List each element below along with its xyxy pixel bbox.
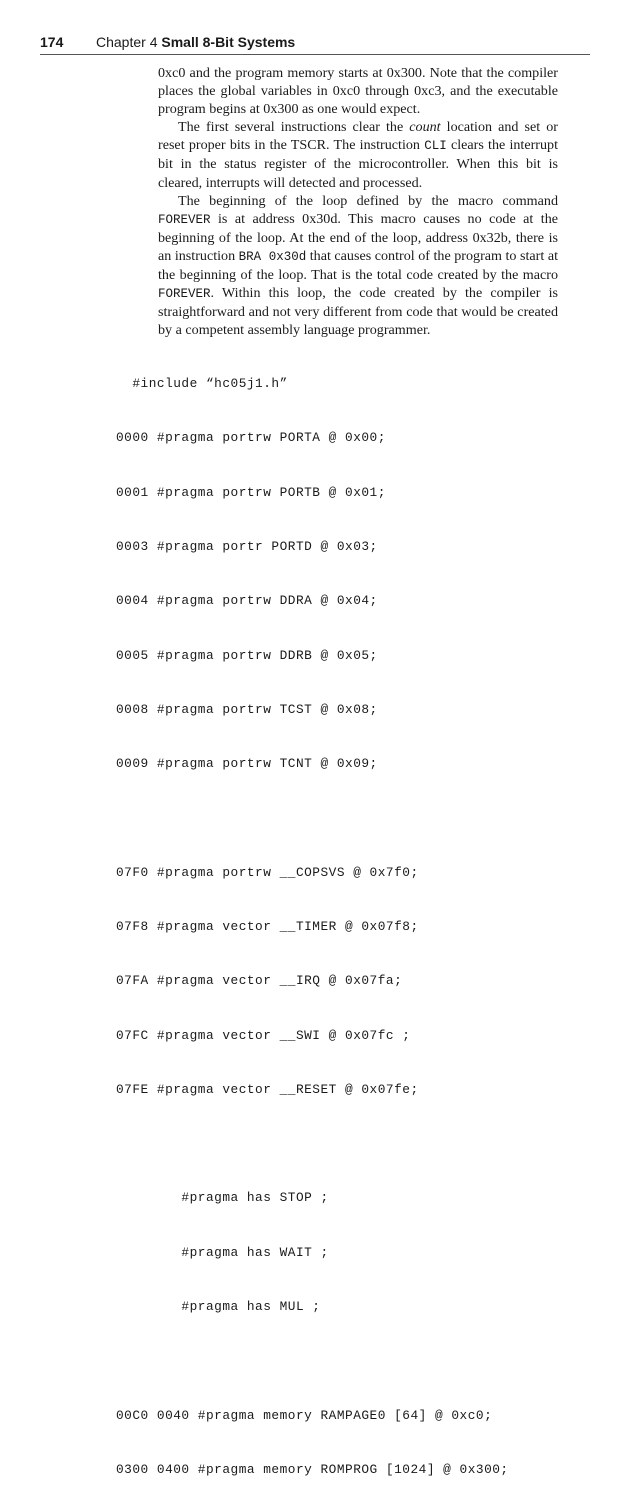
p3-text-a: The beginning of the loop defined by the macro command — [178, 192, 558, 209]
p3-code-bra: BRA 0x30d — [238, 249, 307, 264]
code-listing — [116, 339, 509, 1497]
code-line: 07F8 #pragma vector __TIMER @ 0x07f8; — [116, 919, 419, 934]
code-line: 0009 #pragma portrw TCNT @ 0x09; — [116, 756, 378, 772]
chapter-label: Chapter 4 — [96, 34, 158, 50]
header-rule — [40, 54, 590, 55]
body-text — [158, 64, 558, 339]
p3-text-c: is at address 0x30d. This macro causes no code at the beginning of the loop. At the end of the loop, address 0x32b, there is an instruction — [158, 210, 558, 264]
paragraph-2 — [158, 118, 558, 191]
code-line: 00C0 0040 #pragma memory RAMPAGE0 [64] @ 0xc0; — [116, 1407, 493, 1423]
paragraph-3 — [158, 192, 558, 340]
code-line: 07F0 #pragma portrw __COPSVS @ 0x7f0; — [116, 864, 419, 880]
code-line: 0008 #pragma portrw TCST @ 0x08; — [116, 701, 378, 717]
p3-text-e: that causes control of the program to start at the beginning of the loop. That is the total code created by the macro — [158, 247, 558, 284]
page-number: 174 — [40, 34, 64, 50]
code-line: 0000 #pragma portrw PORTA @ 0x00; — [116, 430, 386, 446]
chapter-title: Small 8-Bit Systems — [161, 34, 296, 50]
p2-emphasis-count: count — [409, 119, 441, 136]
code-line: 0300 0400 #pragma memory ROMPROG [1024] @ 0x300; — [116, 1461, 509, 1477]
p3-text-g: . Within this loop, the code created by the compiler is straightforward and not very different from code that would be created by a competent assembly language programmer. — [158, 285, 558, 339]
code-line: 0005 #pragma portrw DDRB @ 0x05; — [116, 647, 378, 663]
code-line: 07FC #pragma vector __SWI @ 0x07fc ; — [116, 1027, 411, 1043]
paragraph-1: 0xc0 and the program memory starts at 0x300. Note that the compiler places the global variables in 0xc0 through 0xc3, and the executable program begins at 0x300 as one would expect. — [158, 65, 558, 118]
code-line: #pragma has STOP ; — [116, 1190, 329, 1206]
code-line: 07FE #pragma vector __RESET @ 0x07fe; — [116, 1081, 419, 1097]
p3-code-forever: FOREVER — [158, 212, 211, 227]
code-line: #pragma has WAIT ; — [116, 1244, 329, 1260]
code-spacer — [116, 1135, 509, 1153]
p2-code-cli: CLI — [424, 139, 447, 154]
p3-code-forever-2: FOREVER — [158, 287, 211, 302]
running-header — [40, 34, 590, 54]
code-line: 0003 #pragma portr PORTD @ 0x03; — [116, 539, 378, 555]
code-line: 0001 #pragma portrw PORTB @ 0x01; — [116, 484, 386, 500]
code-line: #pragma has MUL ; — [116, 1298, 321, 1314]
p2-text-a: The first several instructions clear the — [178, 119, 410, 136]
p2-text-c: location and set or reset proper bits in the TSCR. The instruction — [158, 119, 558, 154]
code-line-include: #include “hc05j1.h” — [116, 376, 288, 392]
code-spacer — [116, 809, 509, 827]
code-spacer — [116, 1352, 509, 1370]
chapter-heading — [96, 34, 295, 50]
code-line: 07FA #pragma vector __IRQ @ 0x07fa; — [116, 973, 403, 989]
code-line: 0004 #pragma portrw DDRA @ 0x04; — [116, 593, 378, 609]
p2-text-e: clears the interrupt bit in the status register of the microcontroller. When this bit is cleared, interrupts will detected and processed. — [158, 137, 559, 191]
